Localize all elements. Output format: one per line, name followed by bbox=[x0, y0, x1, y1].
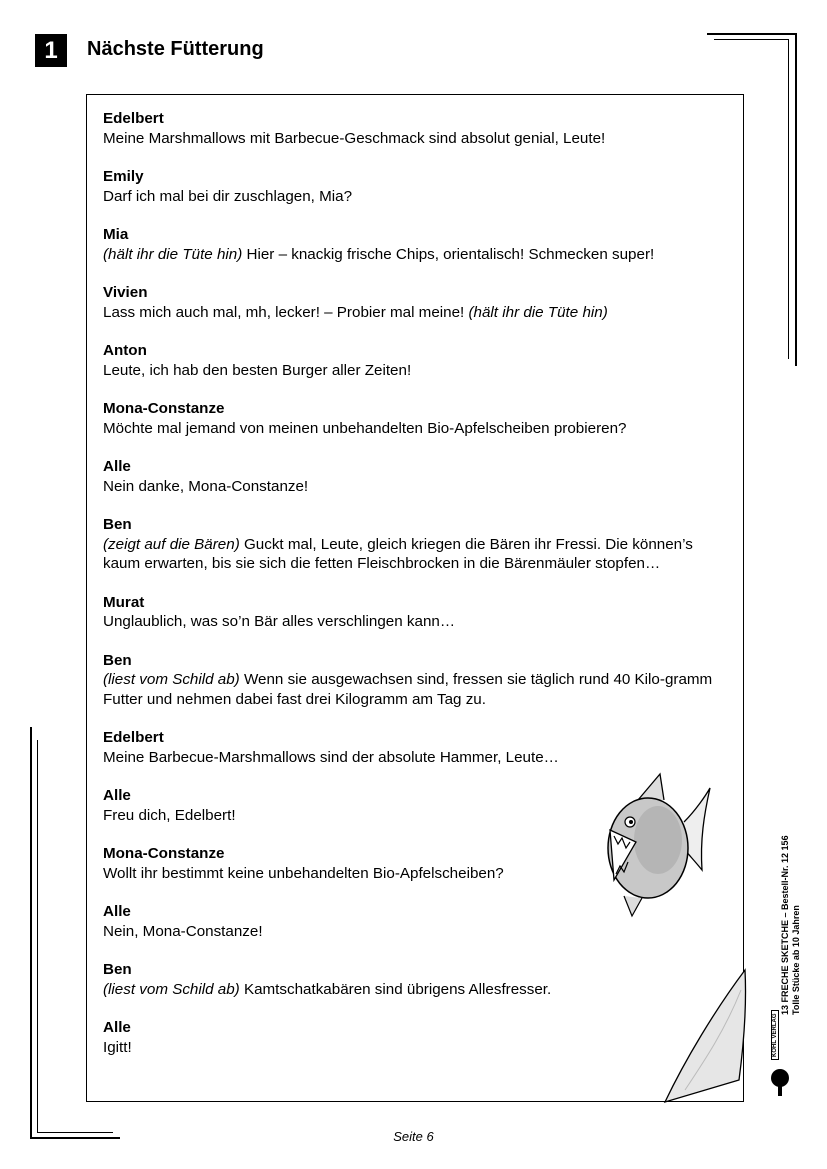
page-title: Nächste Fütterung bbox=[87, 38, 264, 60]
spoken-text: Nein danke, Mona-Constanze! bbox=[103, 477, 309, 495]
frame-bottom-left-v1 bbox=[30, 727, 32, 1139]
speaker-name: Alle bbox=[103, 787, 131, 804]
speaker-name: Alle bbox=[103, 458, 131, 475]
dialog-entry bbox=[103, 167, 733, 206]
spoken-text: Hier – knackig frische Chips, orientalisch! Schmecken super! bbox=[242, 245, 655, 263]
dialog-line bbox=[103, 748, 733, 768]
dialog-entry bbox=[103, 960, 733, 999]
speaker-name: Ben bbox=[103, 961, 132, 978]
spoken-text: Meine Marshmallows mit Barbecue-Geschmack sind absolut genial, Leute! bbox=[103, 129, 606, 147]
speaker-name: Ben bbox=[103, 516, 132, 533]
speaker-name: Emily bbox=[103, 168, 144, 185]
book-subtitle-line: Tolle Stücke ab 10 Jahren bbox=[791, 905, 801, 1015]
spoken-text: Meine Barbecue-Marshmallows sind der absolute Hammer, Leute… bbox=[103, 748, 559, 766]
book-info-sidebar bbox=[780, 835, 802, 1015]
dialog-line bbox=[103, 361, 733, 381]
dialog-list bbox=[103, 109, 733, 1076]
dialog-line bbox=[103, 187, 733, 207]
dialog-entry bbox=[103, 457, 733, 496]
dialog-entry bbox=[103, 283, 733, 322]
dialog-entry bbox=[103, 593, 733, 632]
dialog-line bbox=[103, 980, 733, 1000]
dialog-entry bbox=[103, 399, 733, 438]
section-number: 1 bbox=[35, 34, 67, 67]
speaker-name: Alle bbox=[103, 903, 131, 920]
tree-logo-icon bbox=[768, 1068, 792, 1098]
speaker-name: Edelbert bbox=[103, 110, 164, 127]
frame-top-right-v1 bbox=[795, 33, 797, 366]
dialog-entry bbox=[103, 109, 733, 148]
dialog-line bbox=[103, 670, 733, 709]
spoken-text: Freu dich, Edelbert! bbox=[103, 806, 236, 824]
dialog-entry bbox=[103, 341, 733, 380]
dialog-line bbox=[103, 129, 733, 149]
spoken-text: Möchte mal jemand von meinen unbehandelten Bio-Apfelscheiben probieren? bbox=[103, 419, 627, 437]
speaker-name: Mona-Constanze bbox=[103, 400, 225, 417]
dialog-line bbox=[103, 477, 733, 497]
book-title-line: 13 FRECHE SKETCHE – Bestell-Nr. 12 156 bbox=[780, 835, 790, 1015]
speaker-name: Mia bbox=[103, 226, 129, 243]
frame-top-right-v2 bbox=[788, 39, 789, 359]
spoken-text: Guckt mal, Leute, gleich kriegen die Bären ihr Fressi. Die können’s kaum erwarten, bis sie sich die fetten Fleischbrocken in die Bärenmäuler stopfen… bbox=[103, 535, 693, 572]
speaker-name: Edelbert bbox=[103, 729, 164, 746]
dialog-entry bbox=[103, 651, 733, 710]
speaker-name: Anton bbox=[103, 342, 147, 359]
speaker-name: Ben bbox=[103, 651, 132, 669]
frame-bottom-left-v2 bbox=[37, 740, 38, 1133]
dialog-entry bbox=[103, 515, 733, 574]
dialog-line bbox=[103, 1038, 733, 1058]
dialog-line bbox=[103, 245, 733, 265]
dialog-entry bbox=[103, 728, 733, 767]
spoken-text: Lass mich auch mal, mh, lecker! – Probier mal meine! bbox=[103, 303, 469, 321]
speaker-name: Alle bbox=[103, 1019, 131, 1036]
page-number: Seite 6 bbox=[393, 1129, 434, 1144]
dialog-entry bbox=[103, 1018, 733, 1057]
dialog-line bbox=[103, 419, 733, 439]
spoken-text: Darf ich mal bei dir zuschlagen, Mia? bbox=[103, 187, 353, 205]
frame-top-right-h1 bbox=[707, 33, 795, 35]
stage-direction: (liest vom Schild ab) bbox=[103, 980, 240, 998]
spoken-text: Wollt ihr bestimmt keine unbehandelten Bio-Apfelscheiben? bbox=[103, 864, 504, 882]
spoken-text: Kamtschatkabären sind übrigens Allesfresser. bbox=[239, 980, 552, 998]
spoken-text: Leute, ich hab den besten Burger aller Zeiten! bbox=[103, 361, 412, 379]
spoken-text: Wenn sie ausgewachsen sind, fressen sie täglich rund 40 Kilo-gramm Futter und nehmen dabei fast drei Kilogramm am Tag zu. bbox=[103, 671, 713, 708]
spoken-text: Unglaublich, was so’n Bär alles verschlingen kann… bbox=[103, 613, 456, 630]
speaker-name: Vivien bbox=[103, 284, 148, 301]
stage-direction: (hält ihr die Tüte hin) bbox=[468, 303, 608, 321]
dialog-line bbox=[103, 303, 733, 323]
spoken-text: Igitt! bbox=[103, 1038, 132, 1056]
stage-direction: (liest vom Schild ab) bbox=[103, 671, 240, 688]
dialog-line bbox=[103, 922, 733, 942]
stage-direction: (zeigt auf die Bären) bbox=[103, 535, 240, 553]
frame-top-right-h2 bbox=[714, 39, 788, 40]
publisher-logo-text: KOHL VERLAG bbox=[771, 1010, 779, 1060]
speaker-name: Mona-Constanze bbox=[103, 845, 225, 862]
dialog-entry bbox=[103, 225, 733, 264]
speaker-name: Murat bbox=[103, 593, 145, 611]
dialog-line bbox=[103, 612, 733, 632]
piranha-illustration-icon bbox=[596, 770, 714, 922]
dialog-line bbox=[103, 535, 733, 574]
spoken-text: Nein, Mona-Constanze! bbox=[103, 922, 263, 940]
stage-direction: (hält ihr die Tüte hin) bbox=[103, 245, 243, 263]
